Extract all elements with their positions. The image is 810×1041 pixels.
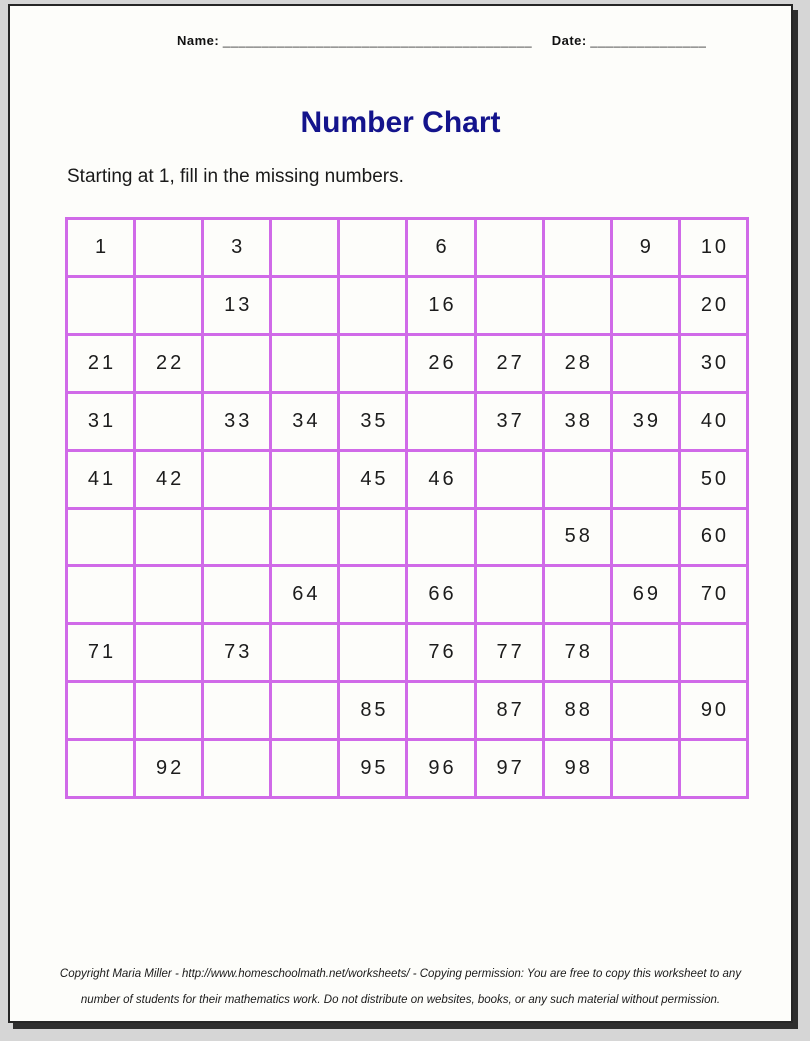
grid-cell-blank	[272, 220, 337, 275]
grid-cell-blank	[68, 278, 133, 333]
grid-cell-blank	[477, 220, 542, 275]
grid-cell-blank	[613, 741, 678, 796]
grid-cell-filled: 22	[136, 336, 201, 391]
grid-cell-filled: 96	[408, 741, 473, 796]
grid-cell-filled: 87	[477, 683, 542, 738]
footer-copyright	[10, 961, 791, 1013]
grid-cell-blank	[272, 510, 337, 565]
worksheet-page	[8, 4, 793, 1023]
grid-cell-filled: 70	[681, 567, 746, 622]
grid-cell-filled: 37	[477, 394, 542, 449]
grid-cell-filled: 9	[613, 220, 678, 275]
grid-cell-blank	[136, 625, 201, 680]
grid-cell-blank	[613, 278, 678, 333]
grid-cell-filled: 46	[408, 452, 473, 507]
grid-cell-blank	[136, 510, 201, 565]
grid-cell-blank	[204, 683, 269, 738]
grid-cell-blank	[68, 741, 133, 796]
grid-cell-filled: 20	[681, 278, 746, 333]
grid-cell-blank	[272, 683, 337, 738]
grid-cell-blank	[204, 336, 269, 391]
grid-cell-filled: 76	[408, 625, 473, 680]
instruction-text: Starting at 1, fill in the missing numbers.	[67, 166, 404, 187]
grid-cell-filled: 50	[681, 452, 746, 507]
grid-cell-filled: 42	[136, 452, 201, 507]
grid-cell-filled: 16	[408, 278, 473, 333]
grid-cell-blank	[477, 278, 542, 333]
grid-cell-filled: 10	[681, 220, 746, 275]
grid-cell-filled: 27	[477, 336, 542, 391]
grid-cell-blank	[408, 683, 473, 738]
grid-cell-filled: 26	[408, 336, 473, 391]
grid-cell-blank	[204, 510, 269, 565]
grid-cell-blank	[272, 336, 337, 391]
grid-cell-blank	[272, 741, 337, 796]
grid-cell-blank	[340, 220, 405, 275]
grid-cell-filled: 21	[68, 336, 133, 391]
grid-cell-blank	[613, 683, 678, 738]
grid-cell-filled: 3	[204, 220, 269, 275]
grid-cell-filled: 78	[545, 625, 610, 680]
date-label: Date:	[551, 33, 587, 48]
grid-cell-filled: 69	[613, 567, 678, 622]
grid-cell-filled: 85	[340, 683, 405, 738]
grid-cell-blank	[204, 452, 269, 507]
grid-cell-filled: 1	[68, 220, 133, 275]
grid-cell-filled: 60	[681, 510, 746, 565]
grid-cell-filled: 40	[681, 394, 746, 449]
grid-cell-filled: 13	[204, 278, 269, 333]
grid-cell-blank	[136, 683, 201, 738]
footer-line-2: number of students for their mathematics work. Do not distribute on websites, books, or any such material without permission.	[80, 994, 721, 1006]
grid-cell-filled: 88	[545, 683, 610, 738]
grid-cell-filled: 97	[477, 741, 542, 796]
grid-cell-filled: 73	[204, 625, 269, 680]
grid-cell-blank	[681, 741, 746, 796]
grid-cell-blank	[613, 452, 678, 507]
grid-cell-blank	[68, 567, 133, 622]
grid-cell-filled: 66	[408, 567, 473, 622]
grid-cell-filled: 28	[545, 336, 610, 391]
grid-cell-blank	[136, 220, 201, 275]
grid-cell-filled: 34	[272, 394, 337, 449]
footer-line-1: Copyright Maria Miller - http://www.homeschoolmath.net/worksheets/ - Copying permission: You are free to copy this worksheet to any	[59, 968, 742, 980]
grid-cell-blank	[545, 452, 610, 507]
grid-cell-blank	[340, 278, 405, 333]
grid-cell-blank	[613, 510, 678, 565]
date-blank-line: _______________	[590, 33, 707, 48]
grid-cell-blank	[477, 510, 542, 565]
grid-cell-blank	[613, 625, 678, 680]
grid-cell-blank	[68, 683, 133, 738]
grid-cell-filled: 95	[340, 741, 405, 796]
grid-cell-blank	[204, 567, 269, 622]
name-blank-line: ________________________________________	[222, 33, 533, 48]
grid-cell-filled: 92	[136, 741, 201, 796]
grid-cell-filled: 31	[68, 394, 133, 449]
name-label: Name:	[177, 33, 220, 48]
header	[177, 33, 707, 48]
grid-cell-filled: 98	[545, 741, 610, 796]
grid-cell-filled: 77	[477, 625, 542, 680]
grid-cell-blank	[408, 510, 473, 565]
grid-cell-blank	[272, 452, 337, 507]
grid-cell-filled: 6	[408, 220, 473, 275]
grid-cell-filled: 38	[545, 394, 610, 449]
grid-cell-blank	[272, 625, 337, 680]
grid-cell-filled: 45	[340, 452, 405, 507]
grid-cell-filled: 39	[613, 394, 678, 449]
grid-cell-blank	[136, 394, 201, 449]
grid-cell-blank	[68, 510, 133, 565]
grid-cell-blank	[136, 278, 201, 333]
grid-cell-blank	[340, 567, 405, 622]
grid-cell-blank	[545, 567, 610, 622]
grid-cell-blank	[340, 336, 405, 391]
number-grid	[65, 217, 749, 799]
grid-cell-blank	[477, 452, 542, 507]
grid-cell-blank	[408, 394, 473, 449]
grid-cell-filled: 90	[681, 683, 746, 738]
grid-cell-blank	[545, 278, 610, 333]
grid-cell-blank	[136, 567, 201, 622]
grid-cell-blank	[272, 278, 337, 333]
grid-cell-blank	[340, 510, 405, 565]
grid-cell-filled: 35	[340, 394, 405, 449]
grid-cell-blank	[340, 625, 405, 680]
grid-cell-filled: 71	[68, 625, 133, 680]
grid-cell-filled: 41	[68, 452, 133, 507]
worksheet-title: Number Chart	[300, 106, 501, 139]
grid-cell-blank	[477, 567, 542, 622]
grid-cell-blank	[545, 220, 610, 275]
grid-cell-filled: 33	[204, 394, 269, 449]
grid-cell-filled: 58	[545, 510, 610, 565]
grid-cell-blank	[613, 336, 678, 391]
grid-cell-filled: 64	[272, 567, 337, 622]
grid-cell-blank	[204, 741, 269, 796]
grid-cell-filled: 30	[681, 336, 746, 391]
grid-cell-blank	[681, 625, 746, 680]
